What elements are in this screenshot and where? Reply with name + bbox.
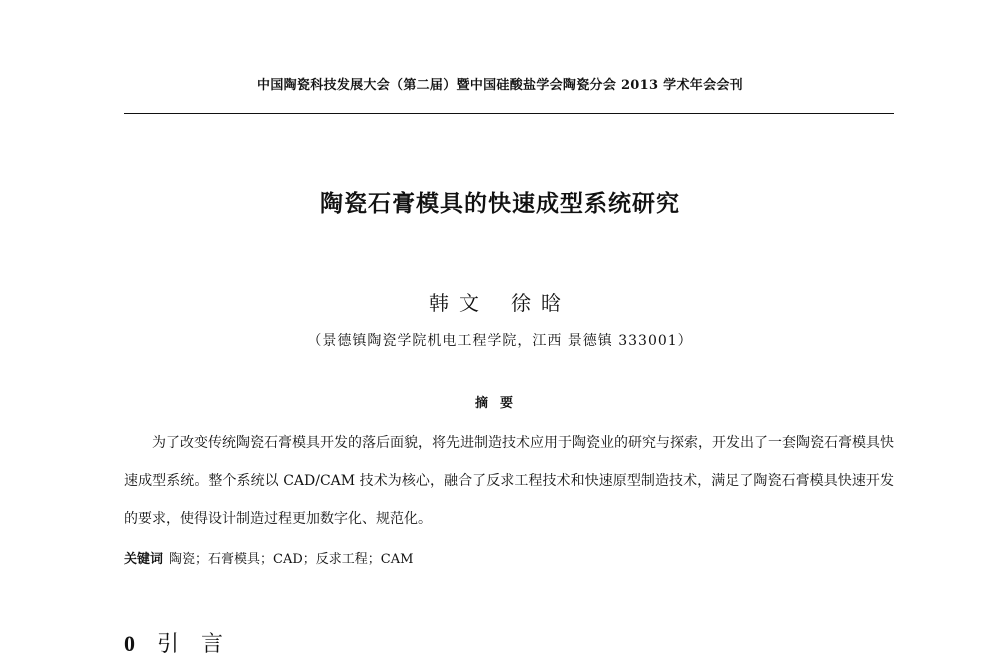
paper-title: 陶瓷石膏模具的快速成型系统研究: [320, 191, 680, 217]
author-list: [0, 287, 1000, 316]
keywords-line: [124, 548, 894, 567]
keywords-list: 陶瓷；石膏模具；CAD；反求工程；CAM: [169, 552, 414, 567]
section-heading: [124, 627, 245, 658]
author-affiliation: （景德镇陶瓷学院机电工程学院，江西 景德镇 333001）: [307, 333, 693, 349]
running-header: 中国陶瓷科技发展大会（第二届）暨中国硅酸盐学会陶瓷分会 2013 学术年会会刊: [257, 78, 743, 93]
section-number: 0: [124, 631, 135, 656]
header-divider: [124, 113, 894, 114]
section-title: 引言: [157, 632, 246, 657]
author-name: 徐晗: [511, 291, 571, 315]
abstract-heading: 摘要: [474, 396, 525, 411]
author-name: 韩文: [429, 291, 489, 315]
keywords-label: 关键词: [124, 552, 164, 567]
abstract-text: 为了改变传统陶瓷石膏模具开发的落后面貌，将先进制造技术应用于陶瓷业的研究与探索，开发出了一套陶瓷石膏模具快速成型系统。整个系统以 CAD/CAM 技术为核心，融合了反求工程技术和快速原型制造技术，满足了陶瓷石膏模具快速开发的要求，使得设计制造过程更加数字化、规范化。: [124, 435, 894, 527]
